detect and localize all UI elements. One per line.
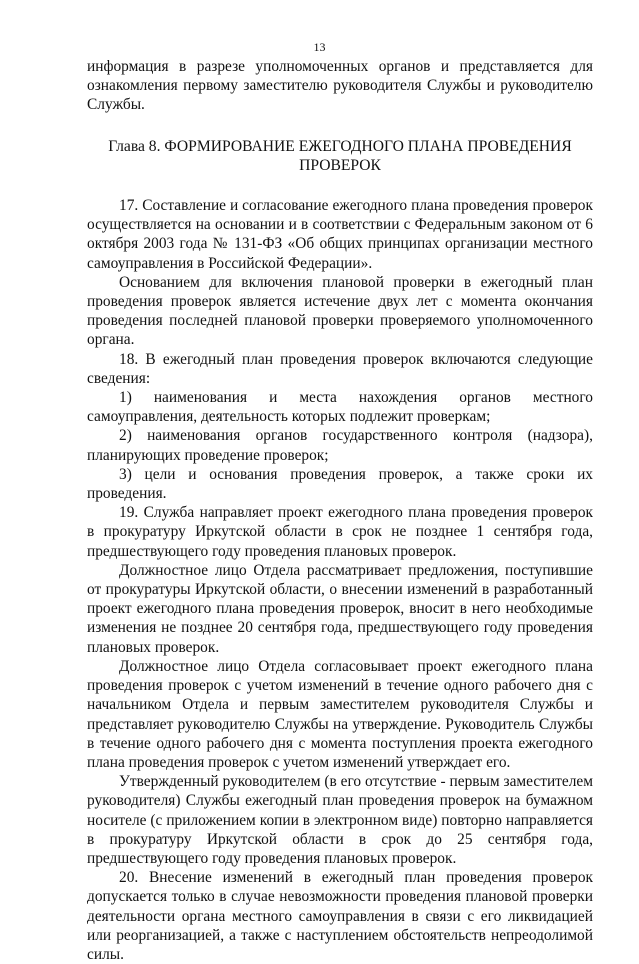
paragraph-basis: Основанием для включения плановой проверки в ежегодный план проведения проверок является истечение двух лет с момента окончания проведения последней плановой проверки проверяемого уполномоченного органа. bbox=[87, 273, 593, 349]
list-item-2: 2) наименования органов государственного контроля (надзора), планирующих проведение проверок; bbox=[87, 427, 593, 464]
intro-paragraph: информация в разрезе уполномоченных органов и представляется для ознакомления первому заместителю руководителя Службы и руководителю Службы. bbox=[87, 58, 593, 114]
paragraph-17: 17. Составление и согласование ежегодного плана проведения проверок осуществляется на основании и в соответствии с Федеральным законом от 6 октября 2003 года № 131-ФЗ «Об общих принципах организации местного самоуправления в Российской Федерации». bbox=[87, 197, 593, 272]
paragraph-19: 19. Служба направляет проект ежегодного плана проведения проверок в прокуратуру Иркутской области в срок не позднее 1 сентября года, предшествующего году проведения плановых проверок. bbox=[87, 504, 593, 560]
document-body bbox=[87, 57, 593, 964]
paragraph-20: 20. Внесение изменений в ежегодный план проведения проверок допускается только в случае невозможности проведения плановой проверки деятельности органа местного самоуправления в связи с его ликвидацией или реорганизацией, а также с наступлением обстоятельств непреодолимой силы. bbox=[87, 869, 593, 963]
paragraph-resubmission: Утвержденный руководителем (в его отсутствие - первым заместителем руководителя) Службы ежегодный план проведения проверок на бумажном носителе (с приложением копии в электронном виде) повторно направляется в прокуратуру Иркутской области в срок до 25 сентября года, предшествующего году проведения плановых проверок. bbox=[87, 773, 593, 867]
paragraph-approval: Должностное лицо Отдела согласовывает проект ежегодного плана проведения проверок с учетом изменений в течение одного рабочего дня с начальником Отдела и первым заместителем руководителя Службы и представляет руководителю Службы на утверждение. Руководитель Службы в течение одного рабочего дня с момента поступления проекта ежегодного плана проведения проверок с учетом изменений утверждает его. bbox=[87, 657, 593, 771]
paragraph-18: 18. В ежегодный план проведения проверок включаются следующие сведения: bbox=[87, 350, 593, 387]
list-item-3: 3) цели и основания проведения проверок, а также сроки их проведения. bbox=[87, 465, 593, 503]
page-number: 13 bbox=[313, 40, 326, 54]
chapter-title: Глава 8. ФОРМИРОВАНИЕ ЕЖЕГОДНОГО ПЛАНА ПРОВЕДЕНИЯ ПРОВЕРОК bbox=[108, 137, 572, 174]
paragraph-review: Должностное лицо Отдела рассматривает предложения, поступившие от прокуратуры Иркутской области, о внесении изменений в разработанный проект ежегодного плана проведения проверок, вносит в него необходимые изменения не позднее 20 сентября года, предшествующего году проведения плановых проверок. bbox=[87, 561, 593, 656]
list-item-1: 1) наименования и места нахождения органов местного самоуправления, деятельность которых подлежит проверкам; bbox=[87, 389, 593, 426]
